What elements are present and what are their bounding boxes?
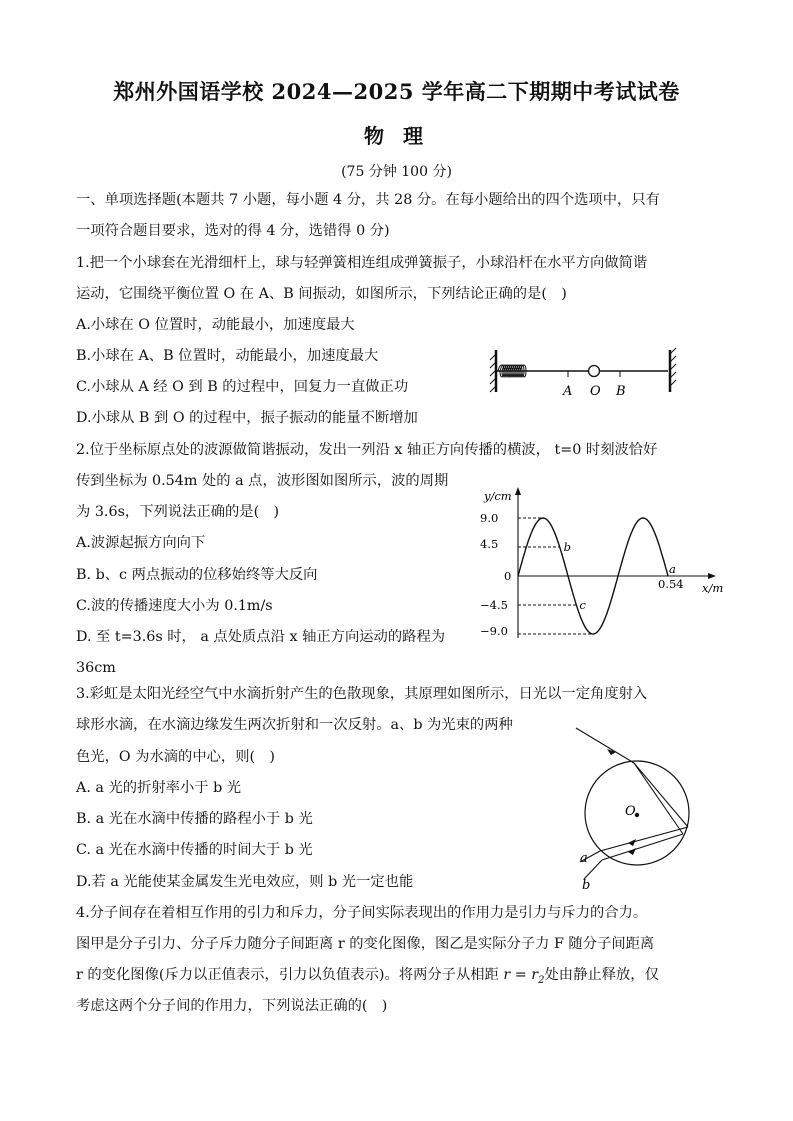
section-intro-line2: 一项符合题目要求，选对的得 4 分，选错得 0 分) [76,223,390,239]
q4-stem-line1: 4.分子间存在着相互作用的引力和斥力，分子间实际表现出的作用力是引力与斥力的合力。 [76,905,648,921]
q2-option-a: A.波源起振方向向下 [76,535,206,551]
q4-math-sub: 2 [538,974,545,986]
q1-stem-line2: 运动，它围绕平衡位置 O 在 A、B 间振动，如图所示，下列结论正确的是( ) [76,286,567,302]
point-c-label: c [579,598,586,612]
q1-stem-line1: 1.把一个小球套在光滑细杆上，球与轻弹簧相连组成弹簧振子，小球沿杆在水平方向做简谐 [76,255,648,271]
q1-option-c: C.小球从 A 经 O 到 B 的过程中，回复力一直做正功 [76,379,409,395]
exam-title: 郑州外国语学校 2024—2025 学年高二下期期中考试试卷 [113,79,680,104]
xtick-054: 0.54 [658,577,684,591]
spring [498,365,588,377]
q2-stem-line1: 2.位于坐标原点处的波源做简谐振动，发出一列沿 x 轴正方向传播的横波， t=0 时刻波恰好 [76,442,658,458]
y-axis-arrow [515,487,521,495]
q3-stem-line1: 3.彩虹是太阳光经空气中水滴折射产生的色散现象，其原理如图所示，日光以一定角度射入 [76,686,648,702]
time-score: (75 分钟 100 分) [341,164,452,180]
q3-option-d: D.若 a 光能使某金属发生光电效应，则 b 光一定也能 [76,874,414,890]
q4-stem-line3-b: 处由静止释放，仅 [544,967,659,983]
q1-option-a: A.小球在 O 位置时，动能最小，加速度最大 [76,317,355,333]
q4-stem-line4: 考虑这两个分子间的作用力，下列说法正确的( ) [76,998,388,1014]
y-axis-label: y/cm [484,489,512,503]
label-B: B [616,384,626,399]
section-intro-line1: 一、单项选择题(本题共 7 小题，每小题 4 分，共 28 分。在每小题给出的四个选项中，只有 [76,192,660,208]
ytick-neg-9: −9.0 [480,624,508,638]
water-droplet-figure [570,722,700,892]
q4-stem-line2: 图甲是分子引力、分子斥力随分子间距离 r 的变化图像，图乙是实际分子力 F 随分子间距离 [76,936,655,952]
point-b-label: b [563,540,572,554]
q4-math-r: r = r [503,967,539,983]
q3-option-b: B. a 光在水滴中传播的路程小于 b 光 [76,811,313,827]
spring-oscillator-figure [488,346,688,402]
q4-stem-line3 [76,965,659,991]
origin-label: 0 [504,569,512,583]
x-axis-label: x/m [702,581,724,595]
q3-stem-line3: 色光，O 为水滴的中心，则( ) [76,749,275,765]
ray-b-label: b [582,878,591,893]
q2-stem-line3: 为 3.6s，下列说法正确的是( ) [76,504,280,520]
point-a-label: a [669,562,676,576]
x-axis-arrow [708,573,716,579]
ball [589,366,600,377]
q2-stem-line2: 传到坐标为 0.54m 处的 a 点，波形图如图所示，波的周期 [76,473,449,489]
q3-option-a: A. a 光的折射率小于 b 光 [76,780,242,796]
q2-option-d-cont: 36cm [76,660,116,676]
subject-title: 物 理 [364,124,429,148]
label-O: O [590,384,601,399]
label-A: A [563,384,573,399]
q3-stem-line2: 球形水滴，在水滴边缘发生两次折射和一次反射。a、b 为光束的两种 [76,717,513,733]
q2-option-d: D. 至 t=3.6s 时， a 点处质点沿 x 轴正方向运动的路程为 [76,629,446,645]
ytick-9: 9.0 [480,511,499,525]
q1-option-d: D.小球从 B 到 O 的过程中，振子振动的能量不断增加 [76,410,418,426]
ray-a-label: a [580,851,588,866]
ytick-4-5: 4.5 [480,537,499,551]
q3-option-c: C. a 光在水滴中传播的时间大于 b 光 [76,842,313,858]
q2-option-c: C.波的传播速度大小为 0.1m/s [76,598,273,614]
q4-stem-line3-a: r 的变化图像(斥力以正值表示，引力以负值表示)。将两分子从相距 [76,967,504,983]
center-label: O [625,804,636,819]
ytick-neg-4-5: −4.5 [480,598,508,612]
q1-option-b: B.小球在 A、B 位置时，动能最小，加速度最大 [76,348,379,364]
wave-graph [470,486,740,646]
q2-option-b: B. b、c 两点振动的位移始终等大反向 [76,567,318,583]
incident-ray [576,728,634,763]
